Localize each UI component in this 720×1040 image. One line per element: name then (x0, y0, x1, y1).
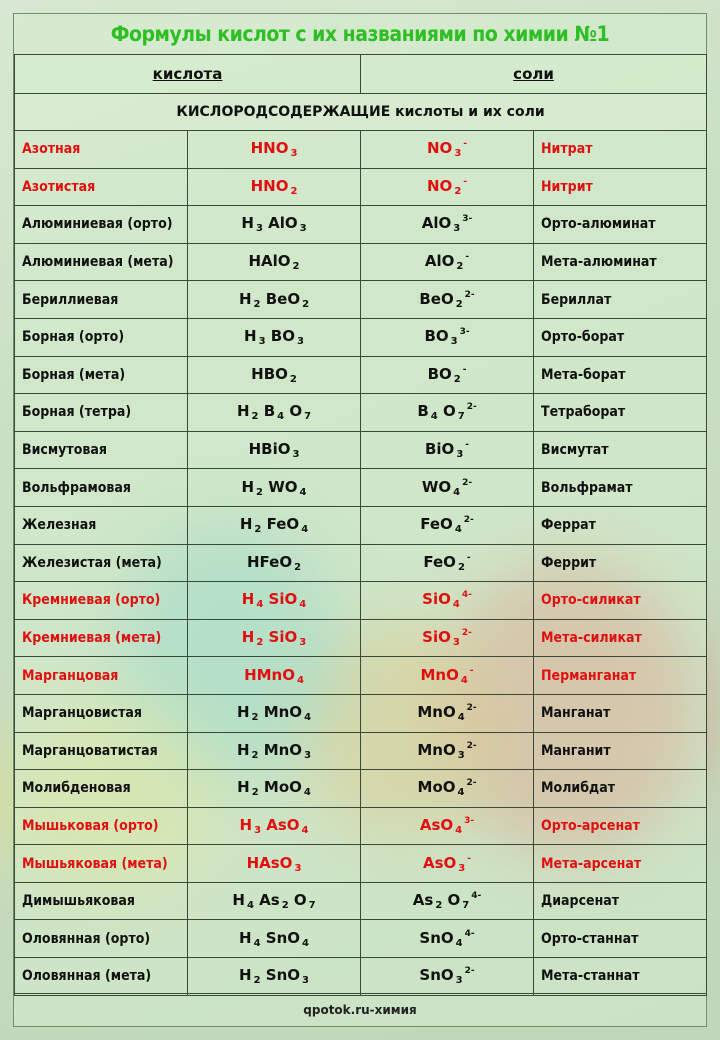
ion-part: - (469, 665, 474, 676)
anion-formula (361, 544, 534, 582)
ion-part: MoO (417, 778, 456, 797)
acid-part: HAlO (248, 252, 291, 271)
anion-formula (361, 770, 534, 808)
salt-name: Мета-борат (534, 356, 707, 394)
table-header-row (15, 55, 707, 94)
ion-part: AsO (423, 853, 457, 872)
acid-part: 4 (299, 486, 307, 498)
section-row (15, 94, 707, 131)
table-row (15, 732, 707, 770)
acid-part: AlO (262, 214, 298, 233)
salt-name: Орто-силикат (534, 582, 707, 620)
acid-part: 4 (301, 824, 309, 836)
acid-part: WO (263, 477, 298, 496)
salt-name: Диарсенат (534, 882, 707, 920)
acid-part: MnO (258, 740, 303, 759)
table-row (15, 544, 707, 582)
acid-part: HMnO (244, 665, 295, 684)
ion-part: 4 (455, 824, 463, 836)
acid-part: 3 (258, 336, 266, 348)
acid-part: 3 (304, 749, 312, 761)
ion-part: 4 (452, 599, 460, 611)
acid-part: 4 (302, 937, 309, 949)
salt-name: Нитрат (534, 131, 707, 169)
acid-formula (188, 657, 361, 695)
salt-name: Перманганат (534, 657, 707, 695)
ion-part: WO (421, 477, 452, 496)
acid-name: Висмутовая (15, 431, 188, 469)
acid-part: 4 (253, 937, 261, 949)
ion-part: 2 (454, 185, 462, 197)
acid-formula (188, 506, 361, 544)
ion-part: BO (427, 364, 452, 383)
anion-formula (361, 807, 534, 845)
salt-name: Нитрит (534, 168, 707, 206)
acid-part: FeO (261, 515, 300, 534)
salt-name: Висмутат (534, 431, 707, 469)
ion-part: 3 (453, 223, 461, 235)
ion-part: 2 (455, 298, 463, 310)
acid-name: Марганцоватистая (15, 732, 188, 770)
acid-part: SnO (260, 966, 301, 985)
acid-part: 2 (292, 261, 300, 273)
ion-part: 2- (461, 628, 472, 639)
salt-name: Манганат (534, 694, 707, 732)
salt-name: Мета-арсенат (534, 845, 707, 883)
ion-part: 2- (464, 289, 475, 300)
ion-part: 2 (435, 900, 443, 912)
anion-formula (361, 243, 534, 281)
acid-part: H (236, 703, 250, 722)
ion-part: 4 (453, 486, 461, 498)
salt-name: Мета-станнат (534, 958, 707, 996)
acid-formula (188, 732, 361, 770)
ion-part: SnO (419, 928, 454, 947)
table-row (15, 356, 707, 394)
table-row (15, 394, 707, 432)
ion-part: - (462, 364, 467, 375)
ion-part: 3 (455, 975, 463, 987)
acid-formula (188, 807, 361, 845)
acid-part: As (253, 891, 280, 910)
acid-part: HNO (250, 176, 289, 195)
ion-part: 2- (462, 477, 473, 488)
anion-formula (361, 657, 534, 695)
acid-part: 3 (290, 148, 298, 160)
acid-part: 2 (302, 298, 310, 310)
acid-part: H (241, 477, 255, 496)
acid-part: 4 (256, 599, 264, 611)
anion-formula (361, 845, 534, 883)
ion-part: 2- (463, 515, 474, 526)
acid-part: 4 (304, 712, 312, 724)
acid-part: 7 (304, 411, 312, 423)
acid-part: 4 (296, 674, 304, 686)
table-row (15, 281, 707, 319)
anion-formula (361, 582, 534, 620)
anion-formula (361, 281, 534, 319)
acid-part: HBO (251, 364, 288, 383)
acid-part: H (239, 928, 252, 947)
acid-formula (188, 131, 361, 169)
acid-formula (188, 206, 361, 244)
acid-part: 4 (277, 411, 285, 423)
ion-part: 3 (454, 148, 462, 160)
ion-part: BiO (424, 440, 455, 459)
salt-name: Вольфрамат (534, 469, 707, 507)
salt-name: Молибдат (534, 770, 707, 808)
acid-name: Азотистая (15, 168, 188, 206)
acid-name: Мышьковая (орто) (15, 807, 188, 845)
acid-part: 2 (290, 185, 298, 197)
acid-formula (188, 356, 361, 394)
page-title: Формулы кислот с их названиями по химии №1 (14, 14, 706, 55)
acid-formula (188, 469, 361, 507)
ion-part: 3- (459, 327, 470, 338)
table-row (15, 168, 707, 206)
anion-formula (361, 431, 534, 469)
acid-part: MnO (258, 703, 303, 722)
acid-part: O (288, 891, 307, 910)
acid-part: SiO (263, 628, 298, 647)
acid-name: Борная (мета) (15, 356, 188, 394)
anion-formula (361, 318, 534, 356)
acid-part: 4 (246, 900, 254, 912)
acid-name: Бериллиевая (15, 281, 188, 319)
table-row (15, 506, 707, 544)
anion-formula (361, 356, 534, 394)
table-row (15, 318, 707, 356)
acid-part: 2 (251, 712, 259, 724)
ion-part: 2- (466, 402, 477, 413)
salt-name: Манганит (534, 732, 707, 770)
acid-part: H (239, 515, 253, 534)
ion-part: 4 (457, 787, 465, 799)
acid-formula (188, 281, 361, 319)
anion-formula (361, 619, 534, 657)
ion-part: - (467, 853, 472, 864)
acid-formula (188, 582, 361, 620)
ion-part: 4 (430, 411, 438, 423)
acid-part: 2 (251, 411, 259, 423)
table-row (15, 770, 707, 808)
anion-formula (361, 920, 534, 958)
acid-part: O (284, 402, 303, 421)
acid-part: 3 (254, 824, 262, 836)
acid-name: Марганцовистая (15, 694, 188, 732)
table-row (15, 807, 707, 845)
anion-formula (361, 131, 534, 169)
table-row (15, 131, 707, 169)
acid-part: H (232, 891, 245, 910)
ion-part: BeO (419, 289, 454, 308)
ion-part: 7 (462, 900, 470, 912)
acid-part: AsO (261, 815, 300, 834)
acid-part: SiO (263, 590, 298, 609)
ion-part: FeO (420, 515, 453, 534)
salt-name: Орто-станнат (534, 920, 707, 958)
anion-formula (361, 394, 534, 432)
acid-part: H (241, 590, 255, 609)
acid-part: 2 (294, 561, 302, 573)
acid-part: 7 (308, 900, 316, 912)
acid-name: Молибденовая (15, 770, 188, 808)
ion-part: 4- (471, 891, 482, 902)
ion-part: 7 (457, 411, 465, 423)
acid-formula (188, 168, 361, 206)
acid-name: Борная (орто) (15, 318, 188, 356)
acid-part: H (237, 778, 250, 797)
ion-part: 2 (457, 561, 465, 573)
acid-formula (188, 619, 361, 657)
acid-part: 4 (303, 787, 311, 799)
ion-part: 4 (454, 524, 462, 536)
acid-name: Кремниевая (орто) (15, 582, 188, 620)
ion-part: - (466, 552, 471, 563)
salt-name: Феррит (534, 544, 707, 582)
acid-part: 3 (299, 637, 307, 649)
acid-formula (188, 920, 361, 958)
ion-part: - (465, 440, 470, 451)
salt-name: Бериллат (534, 281, 707, 319)
table-row (15, 243, 707, 281)
salt-name: Тетраборат (534, 394, 707, 432)
table-row (15, 694, 707, 732)
acid-part: 2 (251, 749, 259, 761)
anion-formula (361, 506, 534, 544)
ion-part: 4 (460, 674, 468, 686)
acid-part: 2 (251, 787, 259, 799)
ion-part: 4- (461, 590, 472, 601)
acid-part: BeO (260, 289, 301, 308)
acid-part: 3 (302, 975, 309, 987)
ion-part: AlO (421, 214, 452, 233)
salt-name: Орто-арсенат (534, 807, 707, 845)
anion-formula (361, 469, 534, 507)
acid-formula (188, 958, 361, 996)
ion-part: 4 (457, 712, 465, 724)
ion-part: As (412, 891, 434, 910)
ion-part: FeO (423, 552, 456, 571)
acid-name: Оловянная (мета) (15, 958, 188, 996)
ion-part: 2 (453, 373, 461, 385)
salt-name: Орто-борат (534, 318, 707, 356)
anion-formula (361, 206, 534, 244)
acid-name: Марганцовая (15, 657, 188, 695)
acid-table (14, 54, 707, 996)
acid-name: Димышьяковая (15, 882, 188, 920)
acid-part: HNO (250, 139, 289, 158)
acid-part: HFeO (246, 552, 293, 571)
ion-part: MnO (417, 740, 456, 759)
ion-part: 3 (456, 449, 464, 461)
ion-part: B (417, 402, 429, 421)
header-salts: соли (361, 55, 707, 94)
acid-part: H (244, 327, 257, 346)
acid-name: Железная (15, 506, 188, 544)
ion-part: 3 (458, 862, 466, 874)
table-row (15, 845, 707, 883)
ion-part: NO (427, 139, 453, 158)
header-acid: кислота (15, 55, 361, 94)
acid-part: HAsO (246, 853, 293, 872)
ion-part: O (442, 891, 461, 910)
ion-part: - (463, 139, 468, 150)
acid-formula (188, 394, 361, 432)
ion-part: AlO (424, 252, 455, 271)
ion-part: SiO (422, 628, 451, 647)
acid-part: 2 (256, 486, 264, 498)
acid-part: 3 (294, 862, 302, 874)
salt-name: Мета-силикат (534, 619, 707, 657)
acid-formula (188, 845, 361, 883)
acid-part: 2 (254, 524, 262, 536)
ion-part: 3 (457, 749, 465, 761)
acid-part: H (238, 289, 252, 308)
ion-part: 2 (456, 261, 464, 273)
ion-part: 3- (462, 214, 473, 225)
section-title: КИСЛОРОДСОДЕРЖАЩИЕ кислоты и их соли (15, 94, 707, 131)
table-row (15, 958, 707, 996)
acid-part: 3 (297, 336, 304, 348)
acid-part: H (241, 214, 254, 233)
ion-part: - (463, 176, 468, 187)
acid-name: Вольфрамовая (15, 469, 188, 507)
acid-formula (188, 431, 361, 469)
acid-part: 4 (299, 599, 307, 611)
acid-part: 4 (301, 524, 309, 536)
ion-part: MnO (417, 703, 456, 722)
acid-part: H (236, 740, 250, 759)
ion-part: 3- (464, 815, 475, 826)
acid-part: H (239, 815, 253, 834)
table-row (15, 920, 707, 958)
anion-formula (361, 168, 534, 206)
salt-name: Феррат (534, 506, 707, 544)
acid-name: Мышьяковая (мета) (15, 845, 188, 883)
ion-part: 3 (450, 336, 458, 348)
ion-part: 3 (452, 637, 460, 649)
ion-part: 2- (466, 778, 477, 789)
acid-part: HBiO (248, 440, 291, 459)
ion-part: AsO (419, 815, 454, 834)
acid-part: 2 (289, 373, 297, 385)
acid-formula (188, 770, 361, 808)
table-row (15, 206, 707, 244)
acid-part: BO (265, 327, 295, 346)
acid-part: 3 (255, 223, 263, 235)
table-row (15, 619, 707, 657)
ion-part: 2- (466, 740, 477, 751)
acid-part: 2 (281, 900, 289, 912)
acid-name: Кремниевая (мета) (15, 619, 188, 657)
ion-part: - (465, 252, 470, 263)
acid-name: Алюминиевая (мета) (15, 243, 188, 281)
anion-formula (361, 958, 534, 996)
anion-formula (361, 694, 534, 732)
acid-part: 3 (292, 449, 300, 461)
acid-part: H (239, 966, 252, 985)
ion-part: SiO (422, 590, 451, 609)
acid-part: H (236, 402, 250, 421)
table-row (15, 431, 707, 469)
acid-name: Оловянная (орто) (15, 920, 188, 958)
acid-part: H (241, 628, 255, 647)
ion-part: 2- (464, 966, 475, 977)
acid-formula (188, 544, 361, 582)
acid-table-sheet (13, 13, 707, 1027)
acid-part: SnO (260, 928, 301, 947)
table-row (15, 582, 707, 620)
salt-name: Орто-алюминат (534, 206, 707, 244)
acid-part: 2 (253, 298, 261, 310)
acid-formula (188, 694, 361, 732)
anion-formula (361, 732, 534, 770)
acid-part: 2 (253, 975, 261, 987)
table-row (15, 469, 707, 507)
acid-name: Железистая (мета) (15, 544, 188, 582)
acid-name: Азотная (15, 131, 188, 169)
acid-part: MoO (258, 778, 302, 797)
acid-name: Алюминиевая (орто) (15, 206, 188, 244)
acid-formula (188, 882, 361, 920)
table-row (15, 882, 707, 920)
footer-source: qpotok.ru-химия (14, 993, 706, 1026)
ion-part: BO (424, 327, 449, 346)
acid-formula (188, 318, 361, 356)
acid-part: B (258, 402, 276, 421)
acid-part: 3 (299, 223, 307, 235)
ion-part: NO (427, 176, 453, 195)
ion-part: 2- (466, 703, 477, 714)
ion-part: 4- (464, 928, 475, 939)
acid-name: Борная (тетра) (15, 394, 188, 432)
ion-part: O (437, 402, 456, 421)
acid-formula (188, 243, 361, 281)
ion-part: SnO (419, 966, 454, 985)
ion-part: 4 (455, 937, 463, 949)
anion-formula (361, 882, 534, 920)
ion-part: MnO (420, 665, 459, 684)
acid-part: 2 (256, 637, 264, 649)
salt-name: Мета-алюминат (534, 243, 707, 281)
table-row (15, 657, 707, 695)
